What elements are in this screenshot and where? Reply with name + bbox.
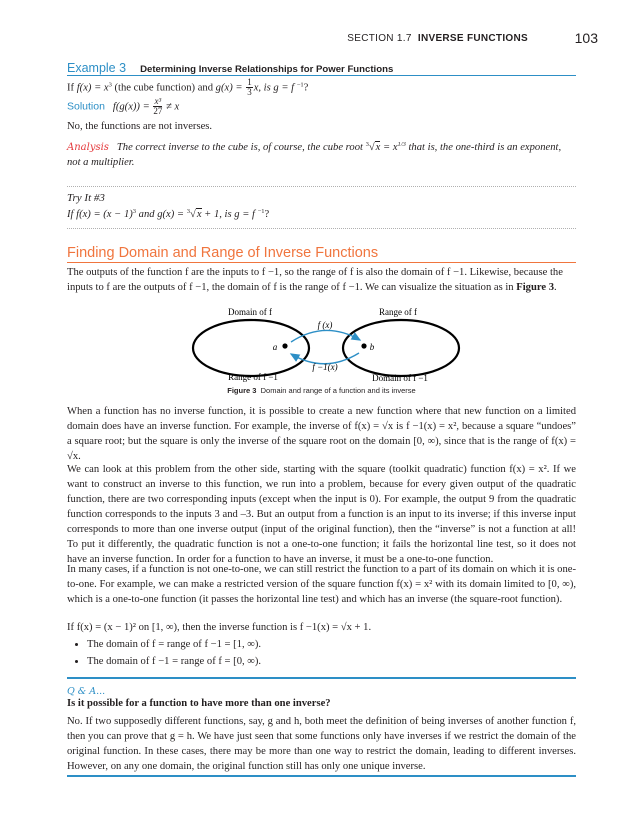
qa-top-rule: [67, 677, 576, 679]
figure-ref: Figure 3: [516, 282, 555, 294]
intro-line-2: [67, 280, 576, 295]
label-domain-f: Domain of f: [228, 307, 272, 317]
analysis-block: [67, 140, 576, 170]
example-question: [67, 78, 576, 98]
dotted-separator: [67, 186, 576, 187]
bullet-item-1: • The domain of f = range of f −1 = [1, ∞).: [87, 637, 576, 652]
try-t3: + 1, is g = f: [201, 209, 258, 220]
paragraph-1: [67, 404, 576, 464]
q-fx: (x) = x: [79, 82, 109, 94]
range-f-ellipse: [343, 320, 459, 376]
try-t2: and g(x) =: [136, 209, 187, 220]
try-it-title: Try It #3: [67, 192, 105, 204]
try-inv: −1: [257, 208, 265, 215]
domain-f-ellipse: [193, 320, 309, 376]
analysis-exp: 1/3: [397, 141, 406, 148]
example-title: Determining Inverse Relationships for Power Functions: [140, 64, 394, 75]
analysis-text2: = x: [380, 142, 398, 153]
analysis-text1: The correct inverse to the cube is, of course, the cube root: [116, 142, 366, 153]
q-text4: g = f: [273, 82, 297, 94]
section-header: [347, 32, 528, 46]
section-intro: [67, 265, 576, 295]
example-conclusion: No, the functions are not inverses.: [67, 121, 213, 132]
caption-number: Figure 3: [227, 386, 257, 395]
radical-sign: √: [368, 142, 375, 153]
q-inv: −1: [296, 81, 304, 89]
analysis-label: Analysis: [67, 142, 109, 153]
q-frac-den: 3: [247, 87, 252, 98]
q-text3: x, is: [253, 82, 274, 94]
analysis-root-arg: x: [375, 142, 381, 153]
qa-label-text: Q & A...: [67, 686, 106, 697]
q-exp: 3: [108, 81, 112, 89]
example-block: [67, 60, 576, 78]
qa-answer: [67, 714, 576, 774]
example-label: Example 3: [67, 61, 127, 75]
try-root-index: 3: [186, 208, 190, 215]
section-title: INVERSE FUNCTIONS: [417, 33, 528, 44]
q-gx: (x) =: [220, 82, 246, 94]
q-end: ?: [303, 82, 309, 94]
q-fraction: [246, 78, 253, 98]
try-it-label: [67, 191, 576, 207]
caption-text: Domain and range of a function and its inverse: [260, 386, 416, 395]
q-text: If: [67, 82, 77, 94]
analysis-root-index: 3: [365, 141, 369, 148]
section-heading-rule: [67, 262, 576, 263]
analysis-text4: not a multiplier.: [67, 157, 135, 169]
example-rule: [67, 75, 576, 76]
paragraph-3: [67, 562, 576, 607]
try-root-arg: x: [196, 209, 202, 220]
arrow-top-label: f (x): [317, 320, 333, 330]
paragraph-2-text: We can look at this problem from the other side, starting with the square (toolkit quadratic) function f(x) = x². If we want to construct an inverse to this function, we run into a problem, because for every given output of the quadratic function, there are two corresponding inputs (except when the input is 0). For example, the output 9 from the quadratic function corresponds to the inputs 3 and –3. But an output from a function is an input to its inverse; if this inverse input corresponds to more than one inverse output (input of the original function), then the “inverse” is not a function at all! To put it differently, the quadratic function is not a one-to-one function; it fails the horizontal line test, so it does not have an inverse function. In order for a function to have an inverse, it must be a one-to-one function.: [67, 464, 576, 566]
bullet-item-2: • The domain of f −1 = range of f = [0, ∞).: [87, 654, 576, 669]
paragraph-4: [67, 620, 576, 635]
example-solution: [67, 97, 576, 117]
intro-l2c: .: [554, 282, 557, 294]
intro-line-1: The outputs of the function f are the inputs to f −1, so the range of f is also the domain of f −1. Likewise, because the: [67, 267, 563, 278]
try-exp: 3: [132, 208, 137, 215]
q-frac-num: 1: [247, 77, 252, 87]
bullet-list: [67, 637, 576, 671]
section-heading-text: Finding Domain and Range of Inverse Functions: [67, 245, 379, 261]
point-b-label: b: [369, 342, 375, 352]
try-t1: If f(x) = (x − 1): [67, 209, 133, 220]
section-number: SECTION 1.7: [347, 33, 412, 44]
point-b: [361, 343, 366, 348]
paragraph-4-text: If f(x) = (x − 1)² on [1, ∞), then the inverse function is f −1(x) = √x + 1.: [67, 622, 372, 633]
q-f: f: [76, 82, 80, 94]
dotted-separator: [67, 228, 576, 229]
qa-question-text: Is it possible for a function to have more than one inverse?: [67, 698, 331, 709]
page-number: 103: [574, 30, 598, 46]
qa-question: [67, 696, 576, 711]
point-a: [282, 343, 287, 348]
qa-answer-text: No. If two supposedly different functions, say, g and h, both meet the definition of being inverses of another function f, then you can prove that g = h. We have just seen that some functions only have inverses if we restrict the domain of the original function. In these cases, there may be more than one way to restrict the domain, leading to different inverses. However, on any one domain, the original function still has only one unique inverse.: [67, 716, 576, 773]
try-t4: ?: [264, 209, 270, 220]
paragraph-1-text: When a function has no inverse function, it is possible to create a new function where that new function on a limited domain does have an inverse function. For example, the inverse of f(x) = √x is f −1(x) = x², because a square “undoes” a square root; but the square is only the inverse of the square root on the domain [0, ∞), since that is the range of f(x) = √x.: [67, 406, 576, 463]
analysis-text3: that is, the one-third is an exponent,: [405, 142, 562, 153]
running-header: [67, 30, 598, 46]
solution-rhs: ≠ x: [163, 101, 180, 113]
paragraph-3-text: In many cases, if a function is not one-to-one, we can still restrict the function to a part of its domain on which it is one-to-one. For example, we can make a restricted version of the square function f(x) = x² with its domain limited to [0, ∞), which is a one-to-one function (it passes the horizontal line test) and which has an inverse (the square-root function).: [67, 564, 576, 606]
section-heading: [67, 243, 576, 264]
intro-l2a: inputs to f are the outputs of f −1, the domain of f is the range of f −1. We can visualize the situation as in: [67, 282, 517, 294]
q-text2: (the cube function) and: [111, 82, 216, 94]
solution-label: Solution: [67, 100, 105, 113]
solution-lhs: f(g(x)) =: [112, 101, 153, 113]
figure-caption: [67, 386, 576, 397]
sol-den: 27: [153, 106, 163, 117]
arrow-bottom-label: f −1(x): [312, 362, 338, 372]
try-it-question: [67, 207, 576, 222]
point-a-label: a: [272, 342, 278, 352]
radical-sign: √: [189, 209, 196, 220]
label-domain-finv: Domain of f −1: [372, 373, 428, 383]
sol-num: x³: [154, 96, 162, 106]
paragraph-2: [67, 462, 576, 567]
q-g: g: [215, 82, 221, 94]
label-range-finv: Range of f −1: [228, 372, 278, 382]
solution-fraction: [153, 97, 162, 117]
qa-bottom-rule: [67, 775, 576, 777]
label-range-f: Range of f: [379, 307, 417, 317]
